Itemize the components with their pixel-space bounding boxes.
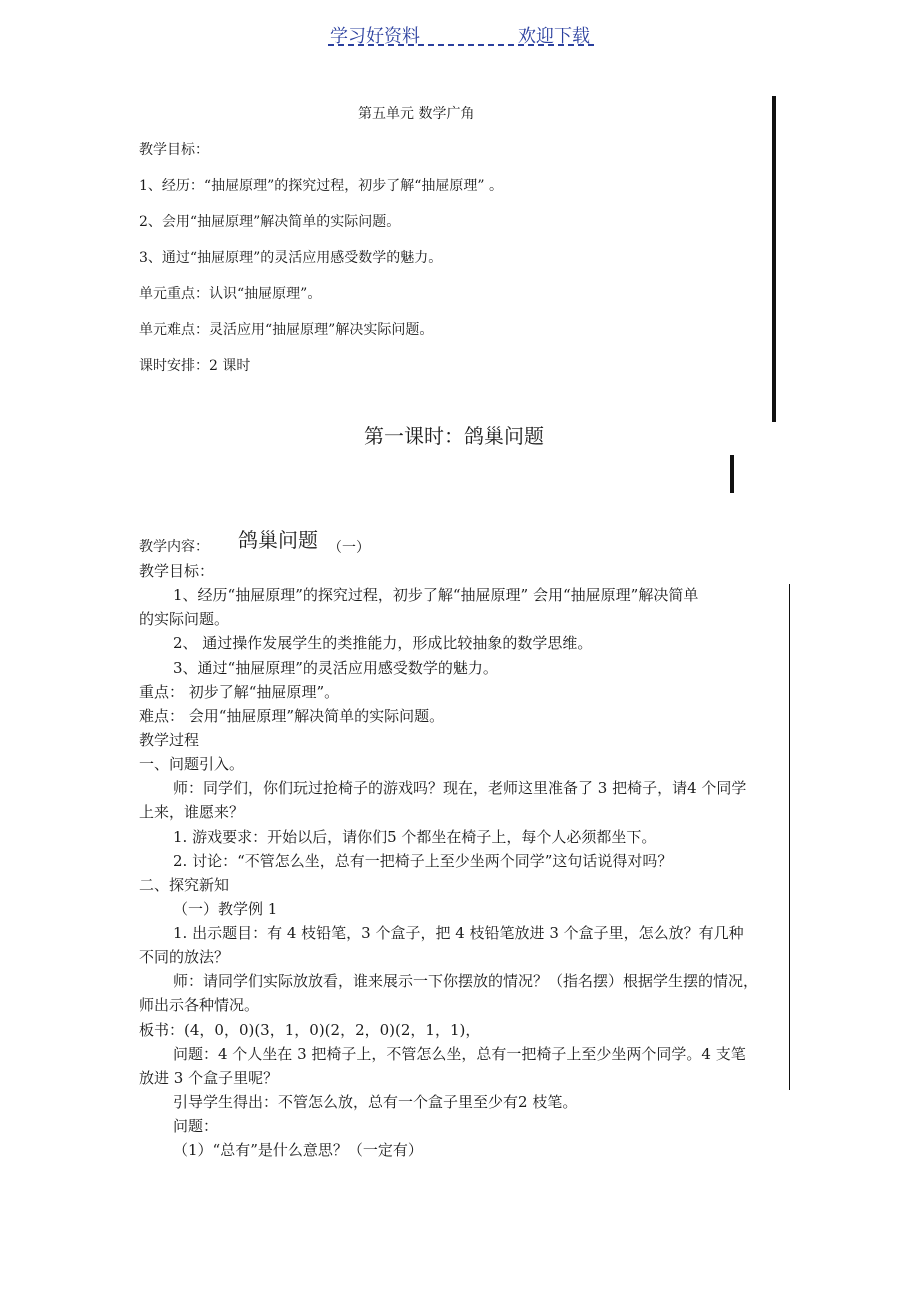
game-rule-2: 2. 讨论：“不管怎么坐，总有一把椅子上至少坐两个同学”这句话说得对吗？ — [173, 852, 673, 870]
right-margin-bar — [772, 96, 776, 422]
unit-key-point: 单元重点：认识“抽屉原理”。 — [139, 286, 322, 302]
questions-label: 问题： — [173, 1117, 219, 1135]
lesson-content-title: 鸽巢问题 — [238, 528, 318, 552]
header-left-link[interactable]: 学习好资料 — [330, 26, 420, 47]
game-rule-1: 1. 游戏要求：开始以后，请你们5 个都坐在椅子上，每个人必须都坐下。 — [173, 828, 657, 846]
lesson-objective-3: 3、通过“抽屉原理”的灵活应用感受数学的魅力。 — [173, 659, 498, 677]
lesson-title: 第一课时：鸽巢问题 — [364, 424, 544, 448]
question-line-a: 问题：4 个人坐在 3 把椅子上，不管怎么坐，总有一把椅子上至少坐两个同学。4 支笔 — [173, 1045, 746, 1063]
process-label: 教学过程 — [139, 731, 200, 749]
unit-schedule: 课时安排：2 课时 — [139, 358, 251, 374]
teacher-line-2b: 师出示各种情况。 — [139, 996, 260, 1014]
section-2-heading: 二、探究新知 — [139, 876, 230, 894]
thin-margin-line — [789, 584, 790, 1090]
unit-objective-2: 2、会用“抽屉原理”解决简单的实际问题。 — [139, 214, 401, 230]
task-line-b: 不同的放法？ — [139, 948, 230, 966]
teacher-line-2a: 师：请同学们实际放放看，谁来展示一下你摆放的情况？（指名摆）根据学生摆的情况， — [173, 972, 759, 990]
unit-objectives-label: 教学目标： — [139, 142, 209, 158]
task-line-a: 1. 出示题目：有 4 枝铅笔，3 个盒子，把 4 枝铅笔放进 3 个盒子里，怎么放？有几种 — [173, 924, 744, 942]
section-1-heading: 一、问题引入。 — [139, 755, 245, 773]
teacher-line-1a: 师：同学们，你们玩过抢椅子的游戏吗？现在，老师这里准备了 3 把椅子，请4 个同学 — [173, 779, 747, 797]
lesson-objective-1b: 的实际问题。 — [139, 610, 230, 628]
header-dashed-underline — [328, 44, 594, 46]
unit-objective-1: 1、经历：“抽屉原理”的探究过程，初步了解“抽屉原理” 。 — [139, 178, 503, 194]
lesson-content-label: 教学内容： — [139, 539, 209, 555]
teacher-line-1b: 上来，谁愿来？ — [139, 803, 245, 821]
lesson-objective-2: 2、 通过操作发展学生的类推能力，形成比较抽象的数学思维。 — [173, 634, 593, 652]
short-margin-bar — [730, 455, 734, 493]
question-line-b: 放进 3 个盒子里呢？ — [139, 1069, 279, 1087]
unit-title: 第五单元 数学广角 — [358, 106, 475, 122]
guide-line: 引导学生得出：不管怎么放，总有一个盒子里至少有2 枝笔。 — [173, 1093, 578, 1111]
example-label: （一）教学例 1 — [173, 900, 278, 918]
board-writing: 板书：(4，0，0)(3，1，0)(2，2，0)(2，1，1)， — [139, 1021, 481, 1039]
unit-difficult-point: 单元难点：灵活应用“抽屉原理”解决实际问题。 — [139, 322, 434, 338]
lesson-difficult-point: 难点： 会用“抽屉原理”解决简单的实际问题。 — [139, 707, 445, 725]
question-1: （1）“总有”是什么意思？（一定有） — [173, 1141, 423, 1159]
lesson-objectives-label: 教学目标： — [139, 562, 215, 580]
lesson-content-suffix: （一） — [328, 540, 370, 556]
lesson-key-point: 重点： 初步了解“抽屉原理”。 — [139, 683, 340, 701]
header-right-link[interactable]: 欢迎下载 — [518, 26, 590, 47]
unit-objective-3: 3、通过“抽屉原理”的灵活应用感受数学的魅力。 — [139, 250, 443, 266]
lesson-objective-1a: 1、经历“抽屉原理”的探究过程，初步了解“抽屉原理” 会用“抽屉原理”解决简单 — [173, 586, 699, 604]
